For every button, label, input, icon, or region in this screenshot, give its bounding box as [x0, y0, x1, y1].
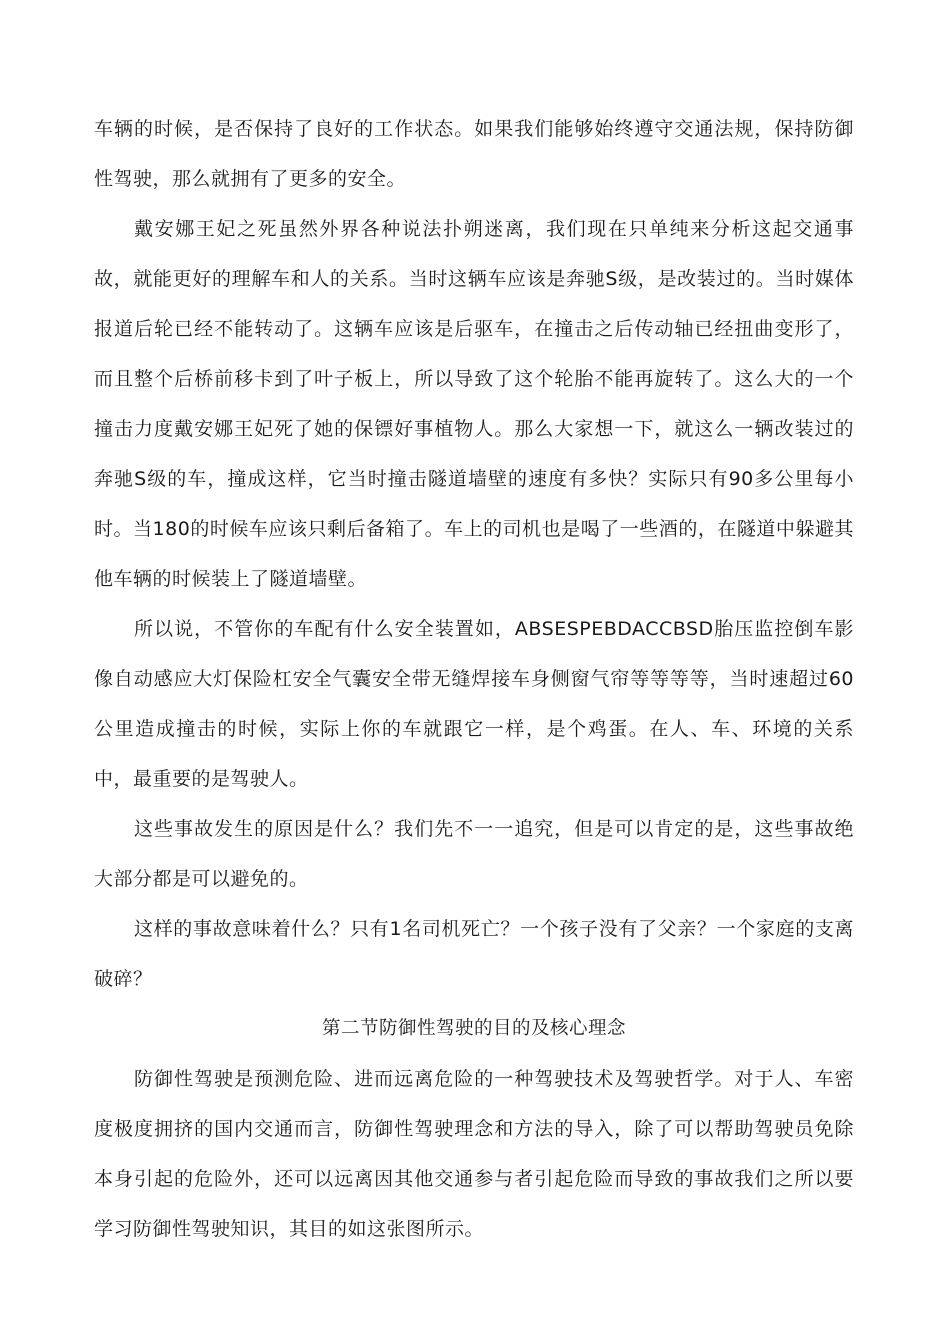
document-body [94, 104, 854, 1254]
paragraph-diana-accident: 戴安娜王妃之死虽然外界各种说法扑朔迷离，我们现在只单纯来分析这起交通事故，就能更好的理解车和人的关系。当时这辆车应该是奔驰S级，是改装过的。当时媒体报道后轮已经不能转动了。这辆车应该是后驱车，在撞击之后传动轴已经扭曲变形了，而且整个后桥前移卡到了叶子板上，所以导致了这个轮胎不能再旋转了。这么大的一个撞击力度戴安娜王妃死了她的保镖好事植物人。那么大家想一下，就这么一辆改装过的奔驰S级的车，撞成这样，它当时撞击隧道墙壁的速度有多快？实际只有90多公里每小时。当180的时候车应该只剩后备箱了。车上的司机也是喝了一些酒的，在隧道中躲避其他车辆的时候装上了隧道墙壁。 [94, 218, 854, 590]
paragraph-accident-causes: 这些事故发生的原因是什么？我们先不一一追究，但是可以肯定的是，这些事故绝大部分都是可以避免的。 [94, 818, 854, 890]
paragraph-defensive-driving: 防御性驾驶是预测危险、进而远离危险的一种驾驶技术及驾驶哲学。对于人、车密度极度拥挤的国内交通而言，防御性驾驶理念和方法的导入，除了可以帮助驾驶员免除本身引起的危险外，还可以远离因其他交通参与者引起危险而导致的事故我们之所以要学习防御性驾驶知识，其目的如这张图所示。 [94, 1068, 854, 1240]
section-heading: 第二节防御性驾驶的目的及核心理念 [321, 1018, 626, 1039]
paragraph-continuation: 车辆的时候，是否保持了良好的工作状态。如果我们能够始终遵守交通法规，保持防御性驾驶，那么就拥有了更多的安全。 [94, 118, 854, 190]
paragraph-accident-meaning: 这样的事故意味着什么？只有1名司机死亡？一个孩子没有了父亲？一个家庭的支离破碎？ [94, 918, 854, 990]
paragraph-safety-devices: 所以说，不管你的车配有什么安全装置如，ABSESPEBDACCBSD胎压监控倒车影像自动感应大灯保险杠安全气囊安全带无缝焊接车身侧窗气帘等等等等，当时速超过60公里造成撞击的时候，实际上你的车就跟它一样，是个鸡蛋。在人、车、环境的关系中，最重要的是驾驶人。 [94, 618, 854, 790]
